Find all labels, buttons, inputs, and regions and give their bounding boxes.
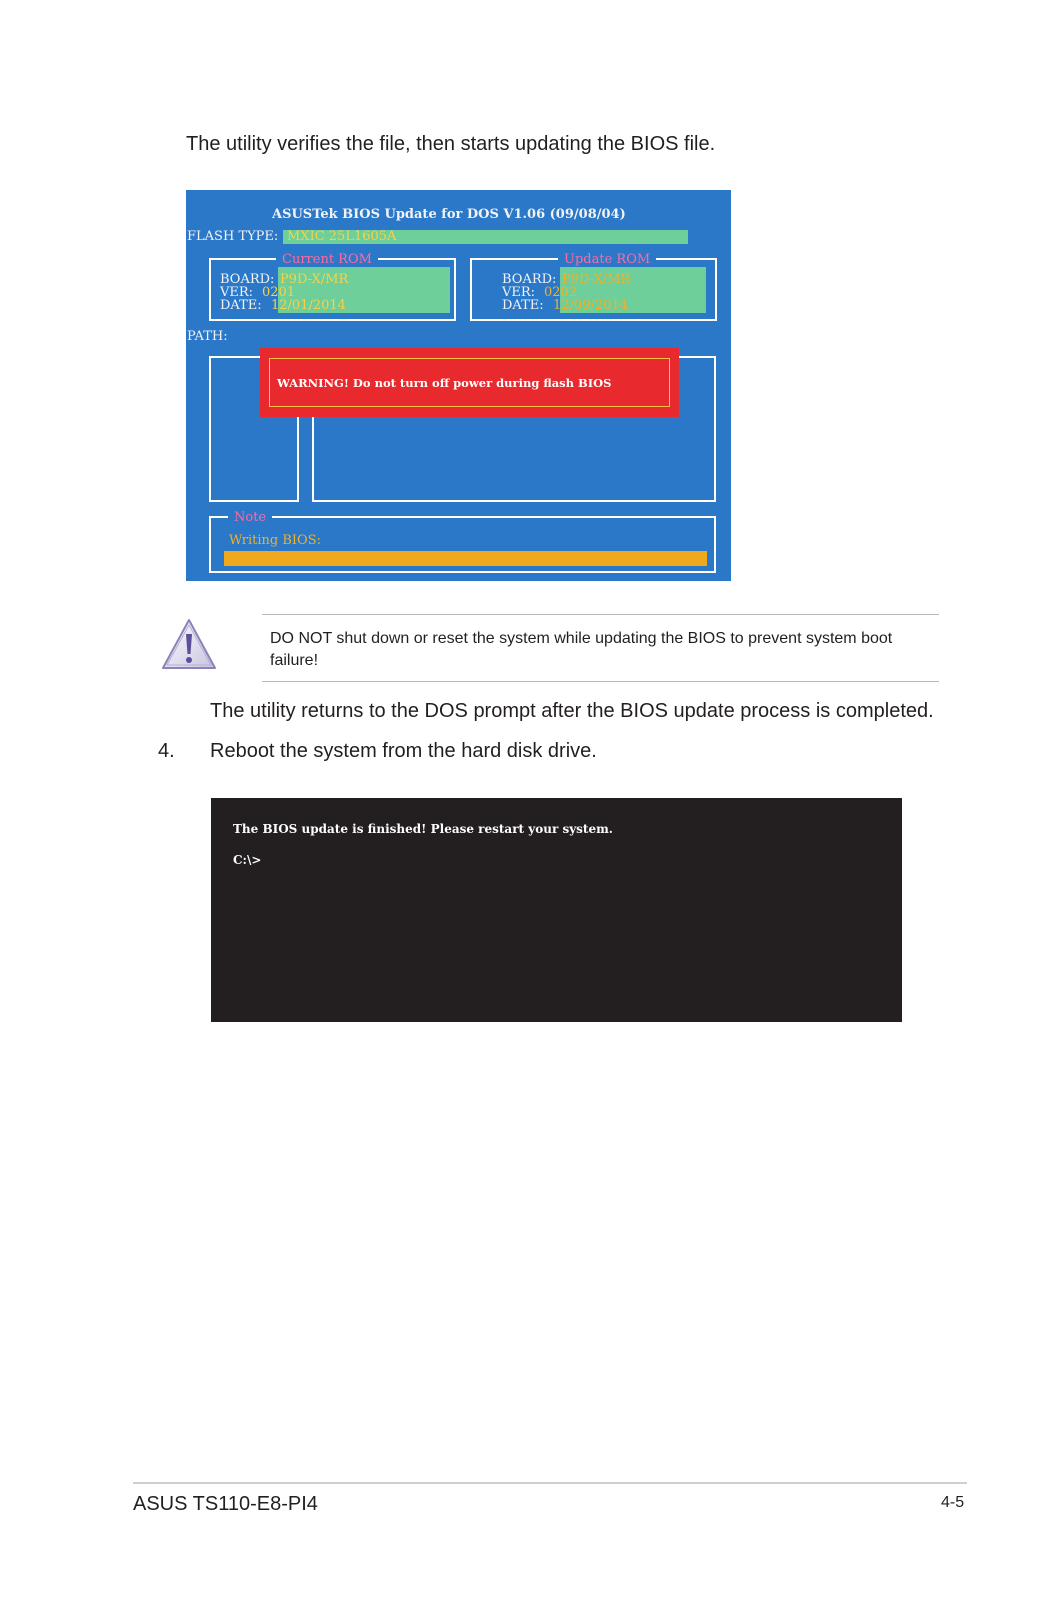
intro-paragraph: The utility verifies the file, then starts updating the BIOS file.	[186, 133, 716, 155]
dos-console	[211, 798, 902, 1022]
caution-text: DO NOT shut down or reset the system while updating the BIOS to prevent system boot failure!	[270, 630, 893, 669]
step-number: 4.	[158, 740, 175, 762]
caution-bottom-rule	[262, 681, 939, 682]
console-message: The BIOS update is finished! Please restart your system.	[233, 822, 613, 836]
after-update-paragraph: The utility returns to the DOS prompt after the BIOS update process is completed.	[210, 700, 934, 722]
update-date-label: DATE:	[502, 298, 544, 313]
flash-type-label: FLASH TYPE:	[187, 229, 279, 244]
update-board-label: BOARD:	[502, 272, 557, 287]
warning-dialog	[260, 348, 679, 417]
update-ver-value: 0202	[544, 285, 578, 300]
current-board-label: BOARD:	[220, 272, 275, 287]
warning-text: WARNING! Do not turn off power during flash BIOS	[277, 376, 612, 390]
update-ver-label: VER:	[502, 285, 536, 300]
status-text: Writing BIOS:	[229, 533, 321, 548]
current-date-value: 12/01/2014	[271, 298, 346, 313]
current-board-value: P9D-X/MR	[280, 272, 349, 287]
footer-rule	[133, 1482, 967, 1484]
console-prompt: C:\>	[233, 853, 262, 867]
caution-triangle-icon	[160, 617, 218, 671]
note-legend: Note	[228, 511, 272, 525]
current-ver-label: VER:	[220, 285, 254, 300]
footer-product-name: ASUS TS110-E8-PI4	[133, 1493, 318, 1515]
page-number: 4-5	[941, 1494, 965, 1511]
current-ver-value: 0201	[262, 285, 296, 300]
update-date-value: 12/09/2014	[553, 298, 628, 313]
update-board-value: P9D-X/MR	[562, 272, 631, 287]
current-rom-legend: Current ROM	[276, 253, 378, 267]
bios-title: ASUSTek BIOS Update for DOS V1.06 (09/08/04)	[272, 207, 626, 222]
current-date-label: DATE:	[220, 298, 262, 313]
bios-update-screen	[186, 190, 731, 581]
write-progress-bar	[224, 551, 707, 566]
path-label: PATH:	[187, 329, 228, 344]
step-text: Reboot the system from the hard disk drive.	[210, 740, 597, 762]
caution-top-rule	[262, 614, 939, 615]
flash-type-value: MXIC 25L1605A	[287, 229, 397, 244]
update-rom-legend: Update ROM	[558, 253, 656, 267]
